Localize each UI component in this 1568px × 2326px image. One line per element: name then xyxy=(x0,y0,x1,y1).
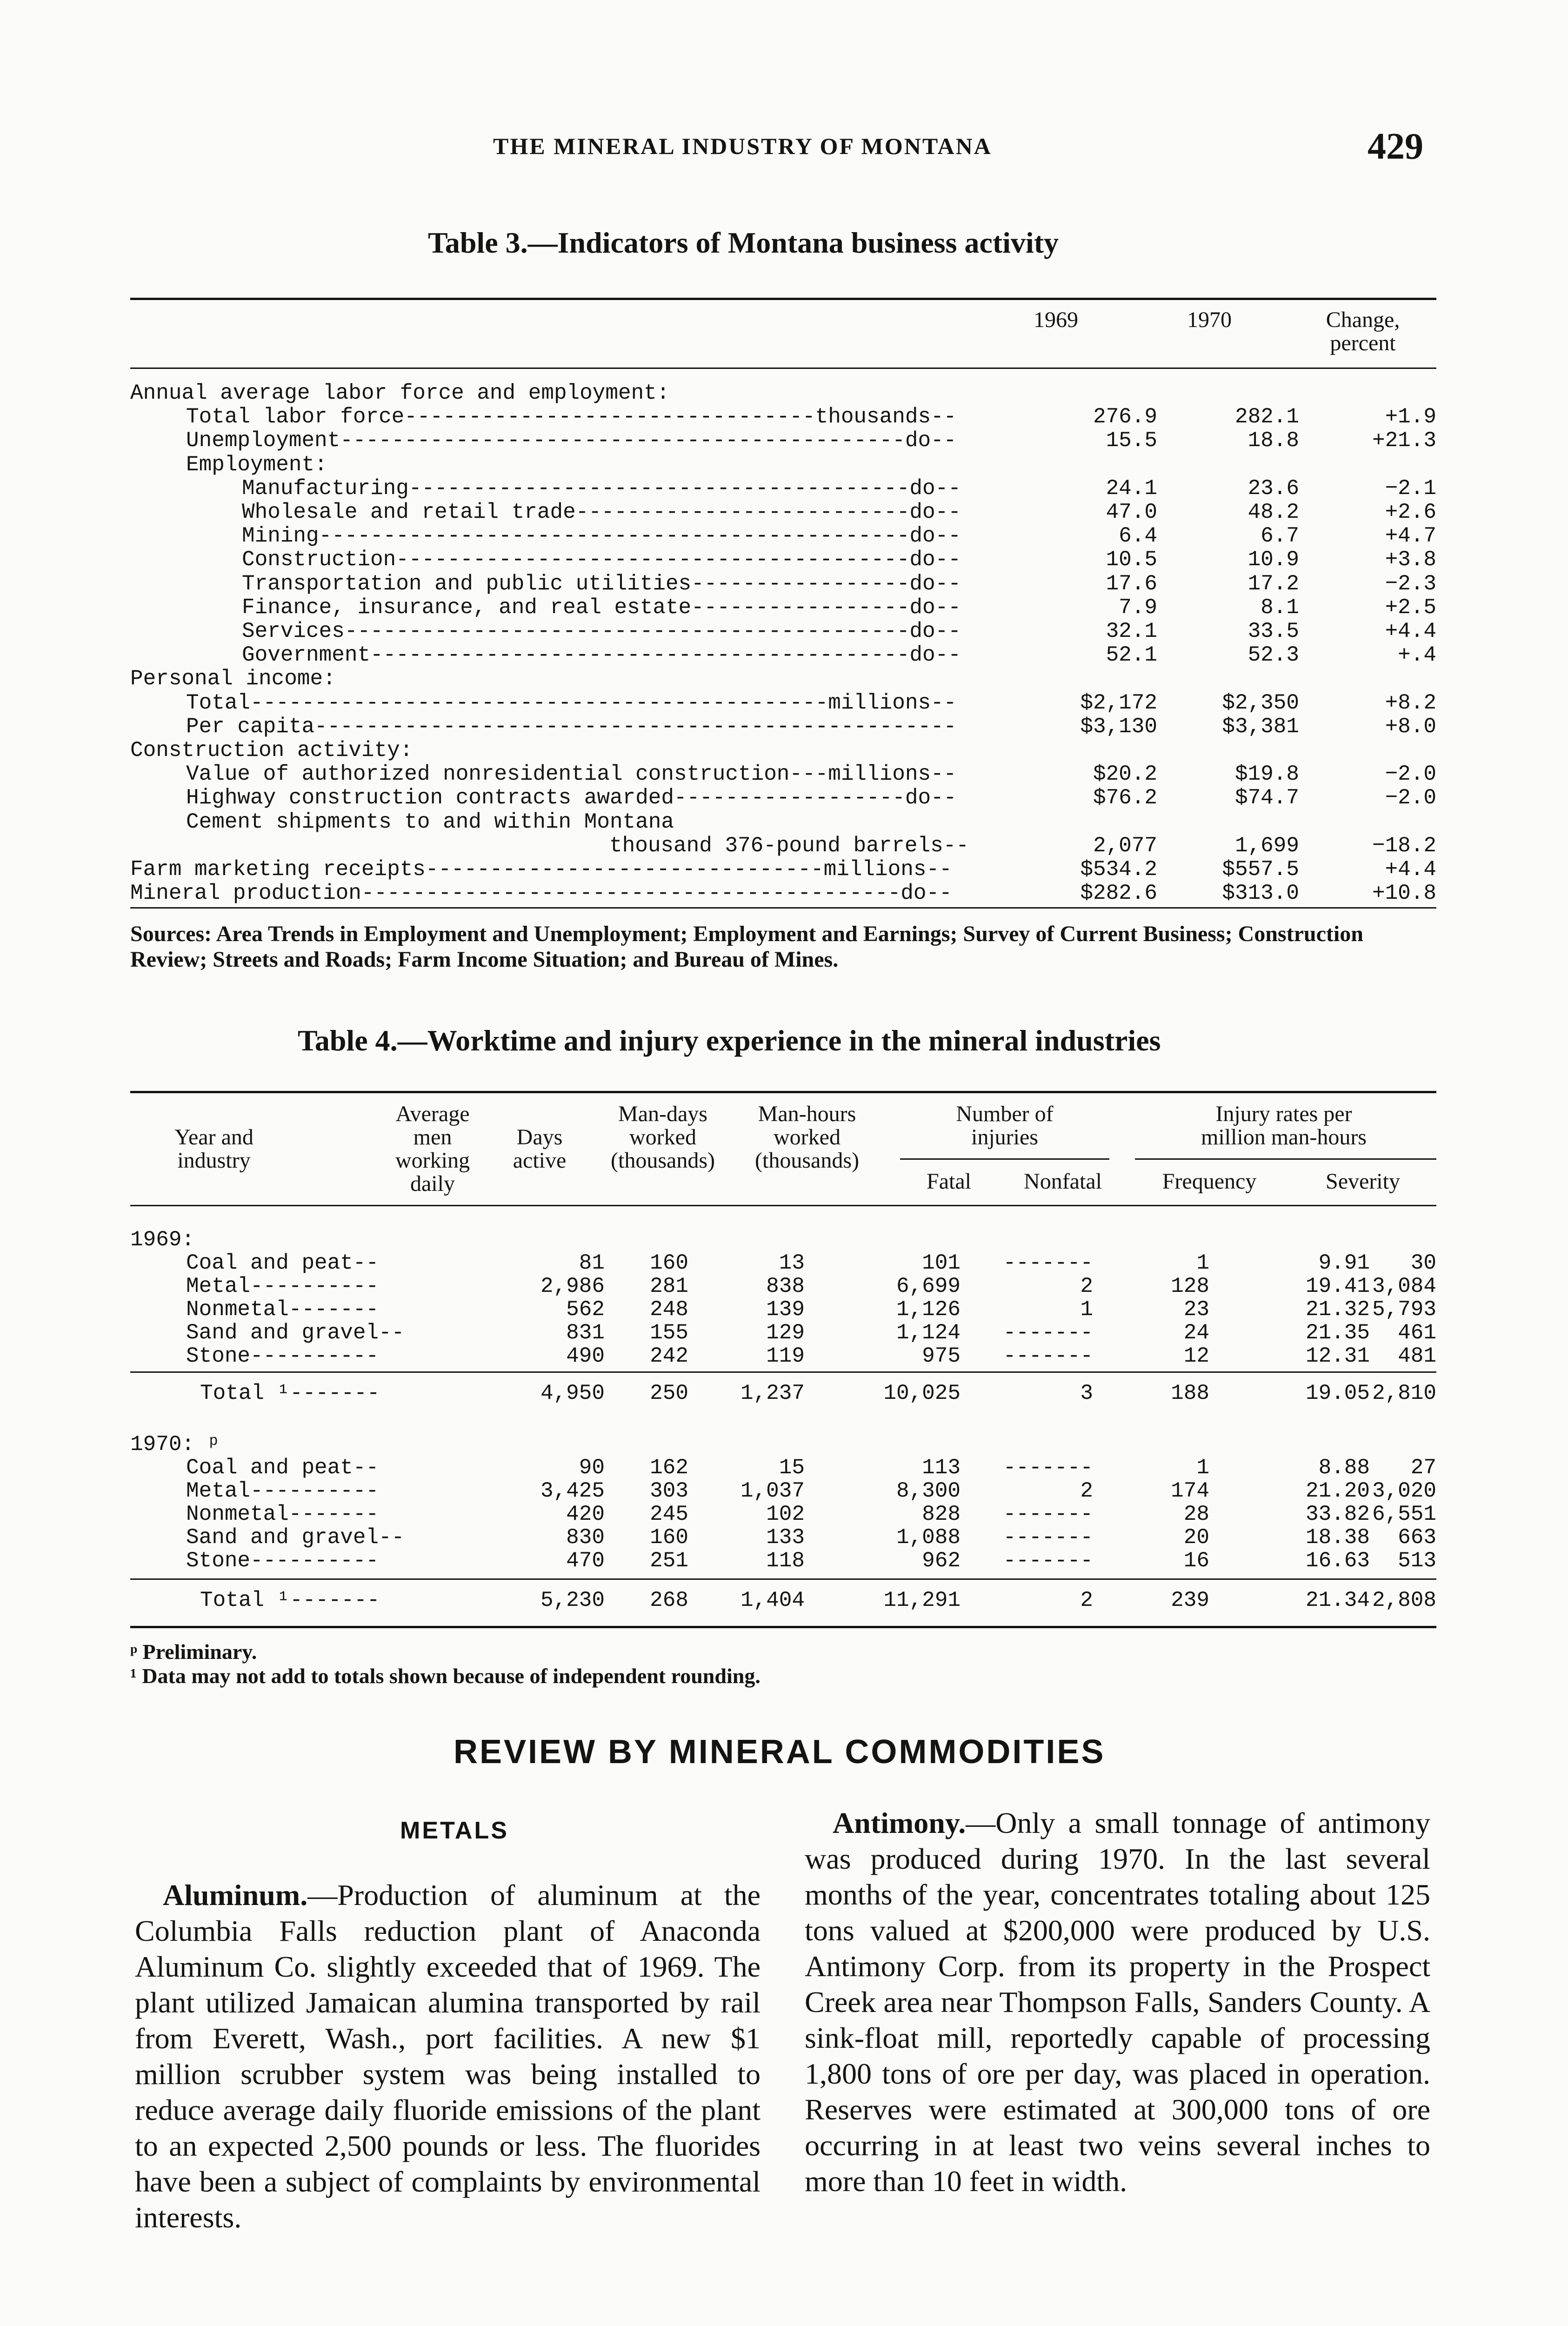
table3-header-rule xyxy=(130,368,1436,369)
table4-frequency: 8.88 xyxy=(1318,1456,1370,1480)
table3-value-1970: $557.5 xyxy=(1222,857,1299,882)
table3-row-label: Mining----------------------------------------------do-- xyxy=(242,524,961,548)
table4-note-rounding: ¹ Data may not add to totals shown because of independent rounding. xyxy=(130,1664,761,1688)
table3-value-1970: 52.3 xyxy=(1248,643,1299,667)
table4-man-hours: 975 xyxy=(922,1344,961,1368)
table4-nonfatal: 1 xyxy=(1196,1251,1209,1275)
table3-row xyxy=(130,381,1436,405)
table3-value-1969: 10.5 xyxy=(1106,548,1157,572)
table4-industry: Nonmetal------- xyxy=(186,1502,379,1526)
table3-change: −2.3 xyxy=(1385,572,1436,596)
table3-value-1969: 17.6 xyxy=(1106,572,1157,596)
table4-frequency: 16.63 xyxy=(1305,1549,1370,1573)
table4-days: 155 xyxy=(650,1321,688,1345)
table3-row xyxy=(130,524,1436,548)
table4-hdr-fatal: Fatal xyxy=(927,1169,971,1194)
table3-title: Table 3.—Indicators of Montana business activity xyxy=(428,226,1059,259)
table3-row xyxy=(130,548,1436,572)
table3-value-1970: 8.1 xyxy=(1261,595,1299,620)
table4-days: 245 xyxy=(650,1502,688,1526)
table3-row xyxy=(130,715,1436,739)
table4-man-days: 118 xyxy=(766,1549,805,1573)
table3-row xyxy=(130,786,1436,810)
table3-change: +4.4 xyxy=(1385,619,1436,643)
antimony-paragraph xyxy=(805,1805,1430,2199)
table3-change: −2.0 xyxy=(1385,762,1436,786)
table4-man-days: 102 xyxy=(766,1502,805,1526)
table3-value-1969: 7.9 xyxy=(1119,595,1157,620)
table4-days: 162 xyxy=(650,1456,688,1480)
table3-change: +2.5 xyxy=(1385,595,1436,620)
table3-row-label: Personal income: xyxy=(130,667,336,691)
table3-value-1969: 32.1 xyxy=(1106,619,1157,643)
table3-row xyxy=(130,596,1436,620)
table4-man-hours: 113 xyxy=(922,1456,961,1480)
table3-row-label: Employment: xyxy=(186,453,327,477)
table3-value-1970: 17.2 xyxy=(1248,572,1299,596)
table4-men: 562 xyxy=(566,1297,605,1322)
table3-row xyxy=(130,501,1436,524)
table3-row-label: Services--------------------------------------------do-- xyxy=(242,619,961,643)
table4-fatal-blank: ------- xyxy=(1003,1321,1093,1345)
table4-nonfatal: 188 xyxy=(1171,1381,1209,1405)
table4-days: 250 xyxy=(650,1381,688,1405)
table4-fatal: 2 xyxy=(1080,1588,1093,1612)
table4-man-hours: 962 xyxy=(922,1549,961,1573)
antimony-lead: Antimony. xyxy=(833,1806,966,1839)
table3-change: +4.7 xyxy=(1385,524,1436,548)
table4-nonfatal: 16 xyxy=(1183,1549,1209,1573)
table4-man-hours: 828 xyxy=(922,1502,961,1526)
table4-men: 490 xyxy=(566,1344,605,1368)
table3-value-1970: 1,699 xyxy=(1234,834,1299,858)
table3-row xyxy=(130,739,1436,762)
table3-row xyxy=(130,620,1436,643)
table4-bottom-rule xyxy=(130,1626,1436,1628)
table4-hdr-mandays: Man-days worked (thousands) xyxy=(611,1102,715,1173)
table3-row-label: Total labor force--------------------------------thousands-- xyxy=(186,405,957,429)
table4-days: 160 xyxy=(650,1251,688,1275)
table4-frequency: 21.32 xyxy=(1305,1297,1370,1322)
table3-row xyxy=(130,453,1436,477)
table4-nonfatal: 24 xyxy=(1183,1321,1209,1345)
table4-fatal: 2 xyxy=(1080,1274,1093,1298)
table3-value-1969: $282.6 xyxy=(1080,881,1157,905)
table4-fatal: 1 xyxy=(1080,1297,1093,1322)
table3-value-1969: 15.5 xyxy=(1106,428,1157,453)
table3-value-1969: 276.9 xyxy=(1093,405,1157,429)
table4-year: 1969: xyxy=(130,1228,195,1252)
table4-days: 303 xyxy=(650,1479,688,1503)
table4-hdr-severity: Severity xyxy=(1326,1169,1400,1194)
table4-total-rule xyxy=(130,1578,1436,1580)
table4-year-label xyxy=(130,1228,1436,1251)
table4-header-rule xyxy=(130,1205,1436,1206)
table3-value-1970: 282.1 xyxy=(1234,405,1299,429)
table4-row xyxy=(130,1479,1436,1503)
table3-value-1970: $19.8 xyxy=(1234,762,1299,786)
table4-hdr-men: Average men working daily xyxy=(395,1102,470,1196)
table4-man-hours: 10,025 xyxy=(883,1381,961,1405)
table4-industry: Nonmetal------- xyxy=(186,1297,379,1322)
table3-row xyxy=(130,882,1436,905)
table4-man-days: 1,404 xyxy=(740,1588,805,1612)
table4-industry: Metal---------- xyxy=(186,1479,379,1503)
table3-change: −2.1 xyxy=(1385,476,1436,501)
table4-rates-rule xyxy=(1135,1158,1436,1160)
table3-row-label: Construction activity: xyxy=(130,738,413,762)
table3-row-label: Transportation and public utilities-----------------do-- xyxy=(242,572,961,596)
table3-value-1969: $76.2 xyxy=(1093,786,1157,810)
table3-row-label: Unemployment--------------------------------------------do-- xyxy=(186,428,957,453)
table3-change: +8.2 xyxy=(1385,691,1436,715)
table4-total-rule xyxy=(130,1371,1436,1373)
table4-total-label: Total ¹------- xyxy=(200,1381,380,1405)
table4-industry: Stone---------- xyxy=(186,1549,379,1573)
table4-frequency: 9.91 xyxy=(1318,1251,1370,1275)
table4-frequency: 19.41 xyxy=(1305,1274,1370,1298)
table3-change: −2.0 xyxy=(1385,786,1436,810)
table4-industry: Sand and gravel-- xyxy=(186,1321,405,1345)
table4-man-days: 1,037 xyxy=(740,1479,805,1503)
table4-severity: 3,084 xyxy=(1372,1274,1436,1298)
table4-total-row xyxy=(130,1589,1436,1612)
table4-hdr-frequency: Frequency xyxy=(1162,1169,1257,1194)
table4-men: 831 xyxy=(566,1321,605,1345)
table4-nonfatal: 239 xyxy=(1171,1588,1209,1612)
table4-severity: 663 xyxy=(1398,1525,1436,1550)
table4-days: 160 xyxy=(650,1525,688,1550)
table4-man-days: 139 xyxy=(766,1297,805,1322)
table3-row xyxy=(130,858,1436,882)
table4-man-days: 133 xyxy=(766,1525,805,1550)
table4-man-hours: 1,126 xyxy=(896,1297,961,1322)
table3-value-1970: $313.0 xyxy=(1222,881,1299,905)
table3-row-label: Per capita-------------------------------------------------- xyxy=(186,715,957,739)
table3-bottom-rule xyxy=(130,907,1436,909)
table3-col-1970: 1970 xyxy=(1187,307,1232,332)
table4-man-days: 838 xyxy=(766,1274,805,1298)
table4-row xyxy=(130,1503,1436,1526)
table4-days: 281 xyxy=(650,1274,688,1298)
table4-row xyxy=(130,1344,1436,1368)
table3-value-1969: 6.4 xyxy=(1119,524,1157,548)
table3-change: +10.8 xyxy=(1372,881,1436,905)
table4-nonfatal: 23 xyxy=(1183,1297,1209,1322)
table4-industry: Coal and peat-- xyxy=(186,1456,379,1480)
antimony-text: —Only a small tonnage of antimony was produced during 1970. In the last several months of the year, concentrates totaling about 125 tons valued at $200,000 were produced by U.S. Antimony Corp. from its property in the Prospect Creek area near Thompson Falls, Sanders County. A sink-float mill, reportedly capable of processing 1,800 tons of ore per day, was placed in operation. Reserves were estimated at 300,000 tons of ore occurring in at least two veins several inches to more than 10 feet in width. xyxy=(805,1806,1430,2198)
table3-col-1969: 1969 xyxy=(1034,307,1078,332)
table4-days: 248 xyxy=(650,1297,688,1322)
table4-severity: 2,810 xyxy=(1372,1381,1436,1405)
table4-man-hours: 1,124 xyxy=(896,1321,961,1345)
table3-change: +.4 xyxy=(1398,643,1436,667)
table3-row xyxy=(130,572,1436,596)
table4-year: 1970: ᵖ xyxy=(130,1432,220,1457)
table4-severity: 3,020 xyxy=(1372,1479,1436,1503)
table4-hdr-rates: Injury rates per million man-hours xyxy=(1201,1102,1367,1150)
table4-man-days: 15 xyxy=(779,1456,805,1480)
table4-frequency: 21.35 xyxy=(1305,1321,1370,1345)
table4-man-hours: 8,300 xyxy=(896,1479,961,1503)
table4-nonfatal: 20 xyxy=(1183,1525,1209,1550)
table3-value-1969: 24.1 xyxy=(1106,476,1157,501)
table4-man-days: 129 xyxy=(766,1321,805,1345)
table3-value-1969: 47.0 xyxy=(1106,500,1157,524)
table4-fatal-blank: ------- xyxy=(1003,1456,1093,1480)
table4-title: Table 4.—Worktime and injury experience in the mineral industries xyxy=(298,1024,1161,1057)
table4-man-days: 13 xyxy=(779,1251,805,1275)
table4-industry: Stone---------- xyxy=(186,1344,379,1368)
table4-nonfatal: 174 xyxy=(1171,1479,1209,1503)
page-number: 429 xyxy=(1368,126,1423,167)
table4-man-days: 119 xyxy=(766,1344,805,1368)
table4-fatal: 2 xyxy=(1080,1479,1093,1503)
table4-severity: 513 xyxy=(1398,1549,1436,1573)
table4-fatal-blank: ------- xyxy=(1003,1549,1093,1573)
table4-hdr-year: Year and industry xyxy=(174,1125,254,1173)
table4-fatal-blank: ------- xyxy=(1003,1251,1093,1275)
table3-row-label: Finance, insurance, and real estate-----------------do-- xyxy=(242,595,961,620)
table4-row xyxy=(130,1321,1436,1344)
aluminum-paragraph xyxy=(135,1877,761,2235)
running-title: THE MINERAL INDUSTRY OF MONTANA xyxy=(493,133,992,159)
table4-severity: 5,793 xyxy=(1372,1297,1436,1322)
table4-fatal: 3 xyxy=(1080,1381,1093,1405)
table4-fatal-blank: ------- xyxy=(1003,1344,1093,1368)
table3-row-label: Highway construction contracts awarded------------------do-- xyxy=(186,786,957,810)
table3-change: +4.4 xyxy=(1385,857,1436,882)
table3-value-1970: 23.6 xyxy=(1248,476,1299,501)
table3-row-label: Government------------------------------------------do-- xyxy=(242,643,961,667)
table3-value-1970: 18.8 xyxy=(1248,428,1299,453)
table3-value-1969: 52.1 xyxy=(1106,643,1157,667)
table4-severity: 30 xyxy=(1410,1251,1436,1275)
table3-row xyxy=(130,643,1436,667)
table3-row-label: Wholesale and retail trade--------------------------do-- xyxy=(242,500,961,524)
table4-men: 4,950 xyxy=(540,1381,605,1405)
table3-value-1970: $2,350 xyxy=(1222,691,1299,715)
table4-men: 420 xyxy=(566,1502,605,1526)
table4-days: 268 xyxy=(650,1588,688,1612)
table3-value-1970: 33.5 xyxy=(1248,619,1299,643)
table3-row xyxy=(130,691,1436,715)
table3-change: +3.8 xyxy=(1385,548,1436,572)
table4-nonfatal: 1 xyxy=(1196,1456,1209,1480)
table4-man-hours: 6,699 xyxy=(896,1274,961,1298)
table4-industry: Sand and gravel-- xyxy=(186,1525,405,1550)
table3-change: +8.0 xyxy=(1385,715,1436,739)
table3-row xyxy=(130,405,1436,429)
table4-frequency: 21.34 xyxy=(1305,1588,1370,1612)
table4-total-label: Total ¹------- xyxy=(200,1588,380,1612)
review-heading: REVIEW BY MINERAL COMMODITIES xyxy=(454,1733,1106,1771)
table3-row-label: Construction----------------------------------------do-- xyxy=(242,548,961,572)
table3-value-1969: $20.2 xyxy=(1093,762,1157,786)
table4-fatal-blank: ------- xyxy=(1003,1525,1093,1550)
table3-row-label: Manufacturing---------------------------------------do-- xyxy=(242,476,961,501)
table4-days: 251 xyxy=(650,1549,688,1573)
table4-frequency: 33.82 xyxy=(1305,1502,1370,1526)
table4-man-hours: 1,088 xyxy=(896,1525,961,1550)
table3-value-1969: $3,130 xyxy=(1080,715,1157,739)
table4-man-hours: 11,291 xyxy=(883,1588,961,1612)
table4-men: 470 xyxy=(566,1549,605,1573)
table4-row xyxy=(130,1456,1436,1479)
table3-change: +21.3 xyxy=(1372,428,1436,453)
table3-row xyxy=(130,810,1436,834)
aluminum-text: —Production of aluminum at the Columbia Falls reduction plant of Anaconda Aluminum Co. slightly exceeded that of 1969. The plant utilized Jamaican alumina transported by rail from Everett, Wash., port facilities. A new $1 million scrubber system was being installed to reduce average daily fluoride emissions of the plant to an expected 2,500 pounds or less. The fluorides have been a subject of complaints by environmental interests. xyxy=(135,1878,761,2234)
table3-row-label: thousand 376-pound barrels-- xyxy=(609,834,969,858)
table4-men: 90 xyxy=(579,1456,605,1480)
table4-row xyxy=(130,1251,1436,1275)
table4-frequency: 12.31 xyxy=(1305,1344,1370,1368)
table4-hdr-injuries: Number of injuries xyxy=(956,1102,1054,1150)
table3-row-label: Value of authorized nonresidential construction---millions-- xyxy=(186,762,957,786)
table3-value-1970: $3,381 xyxy=(1222,715,1299,739)
table4-top-rule xyxy=(130,1091,1436,1093)
table3-row-label: Farm marketing receipts-------------------------------millions-- xyxy=(130,857,952,882)
table3-value-1969: 2,077 xyxy=(1093,834,1157,858)
aluminum-lead: Aluminum. xyxy=(163,1878,308,1912)
table4-days: 242 xyxy=(650,1344,688,1368)
table4-men: 3,425 xyxy=(540,1479,605,1503)
table3-row-label: Total---------------------------------------------millions-- xyxy=(186,691,957,715)
table4-man-hours: 101 xyxy=(922,1251,961,1275)
table4-frequency: 19.05 xyxy=(1305,1381,1370,1405)
table3-value-1969: $2,172 xyxy=(1080,691,1157,715)
table3-sources: Sources: Area Trends in Employment and Unemployment; Employment and Earnings; Survey of Current Business; Construction Review; Streets and Roads; Farm Income Situation; and Bureau of Mines. xyxy=(130,922,1363,972)
table3-col-change: Change, percent xyxy=(1326,307,1400,355)
table4-severity: 6,551 xyxy=(1372,1502,1436,1526)
table4-row xyxy=(130,1526,1436,1549)
table4-nonfatal: 28 xyxy=(1183,1502,1209,1526)
table4-row xyxy=(130,1549,1436,1572)
table3-row xyxy=(130,477,1436,501)
table4-total-row xyxy=(130,1382,1436,1405)
table4-hdr-nonfatal: Nonfatal xyxy=(1024,1169,1102,1194)
table3-row xyxy=(130,429,1436,453)
table4-frequency: 21.20 xyxy=(1305,1479,1370,1503)
table3-value-1970: 48.2 xyxy=(1248,500,1299,524)
table4-nonfatal: 12 xyxy=(1183,1344,1209,1368)
table3-value-1970: $74.7 xyxy=(1234,786,1299,810)
table3-top-rule xyxy=(130,298,1436,300)
table4-hdr-days: Days active xyxy=(513,1125,567,1173)
table4-men: 2,986 xyxy=(540,1274,605,1298)
table3-change: +2.6 xyxy=(1385,500,1436,524)
table4-men: 5,230 xyxy=(540,1588,605,1612)
table4-severity: 461 xyxy=(1398,1321,1436,1345)
table3-row-label: Annual average labor force and employment: xyxy=(130,381,670,405)
table4-hdr-manhours: Man-hours worked (thousands) xyxy=(755,1102,859,1173)
table4-row xyxy=(130,1298,1436,1321)
table3-value-1970: 10.9 xyxy=(1248,548,1299,572)
table3-row xyxy=(130,667,1436,691)
table4-industry: Metal---------- xyxy=(186,1274,379,1298)
table4-severity: 27 xyxy=(1410,1456,1436,1480)
table4-row xyxy=(130,1275,1436,1298)
table3-change: −18.2 xyxy=(1372,834,1436,858)
table4-men: 81 xyxy=(579,1251,605,1275)
table3-row-label: Mineral production------------------------------------------do-- xyxy=(130,881,952,905)
table4-note-preliminary: ᵖ Preliminary. xyxy=(130,1640,257,1664)
table3-value-1970: 6.7 xyxy=(1261,524,1299,548)
table4-frequency: 18.38 xyxy=(1305,1525,1370,1550)
table4-man-days: 1,237 xyxy=(740,1381,805,1405)
table4-severity: 2,808 xyxy=(1372,1588,1436,1612)
table3-row xyxy=(130,834,1436,858)
table4-severity: 481 xyxy=(1398,1344,1436,1368)
table3-change: +1.9 xyxy=(1385,405,1436,429)
table3-row-label: Cement shipments to and within Montana xyxy=(186,810,674,834)
table4-year-label xyxy=(130,1433,1436,1456)
table4-men: 830 xyxy=(566,1525,605,1550)
table3-row xyxy=(130,762,1436,786)
metals-heading: METALS xyxy=(400,1817,509,1844)
table4-nonfatal: 128 xyxy=(1171,1274,1209,1298)
table4-fatal-blank: ------- xyxy=(1003,1502,1093,1526)
table4-industry: Coal and peat-- xyxy=(186,1251,379,1275)
table4-injuries-rule xyxy=(900,1158,1109,1160)
table3-value-1969: $534.2 xyxy=(1080,857,1157,882)
